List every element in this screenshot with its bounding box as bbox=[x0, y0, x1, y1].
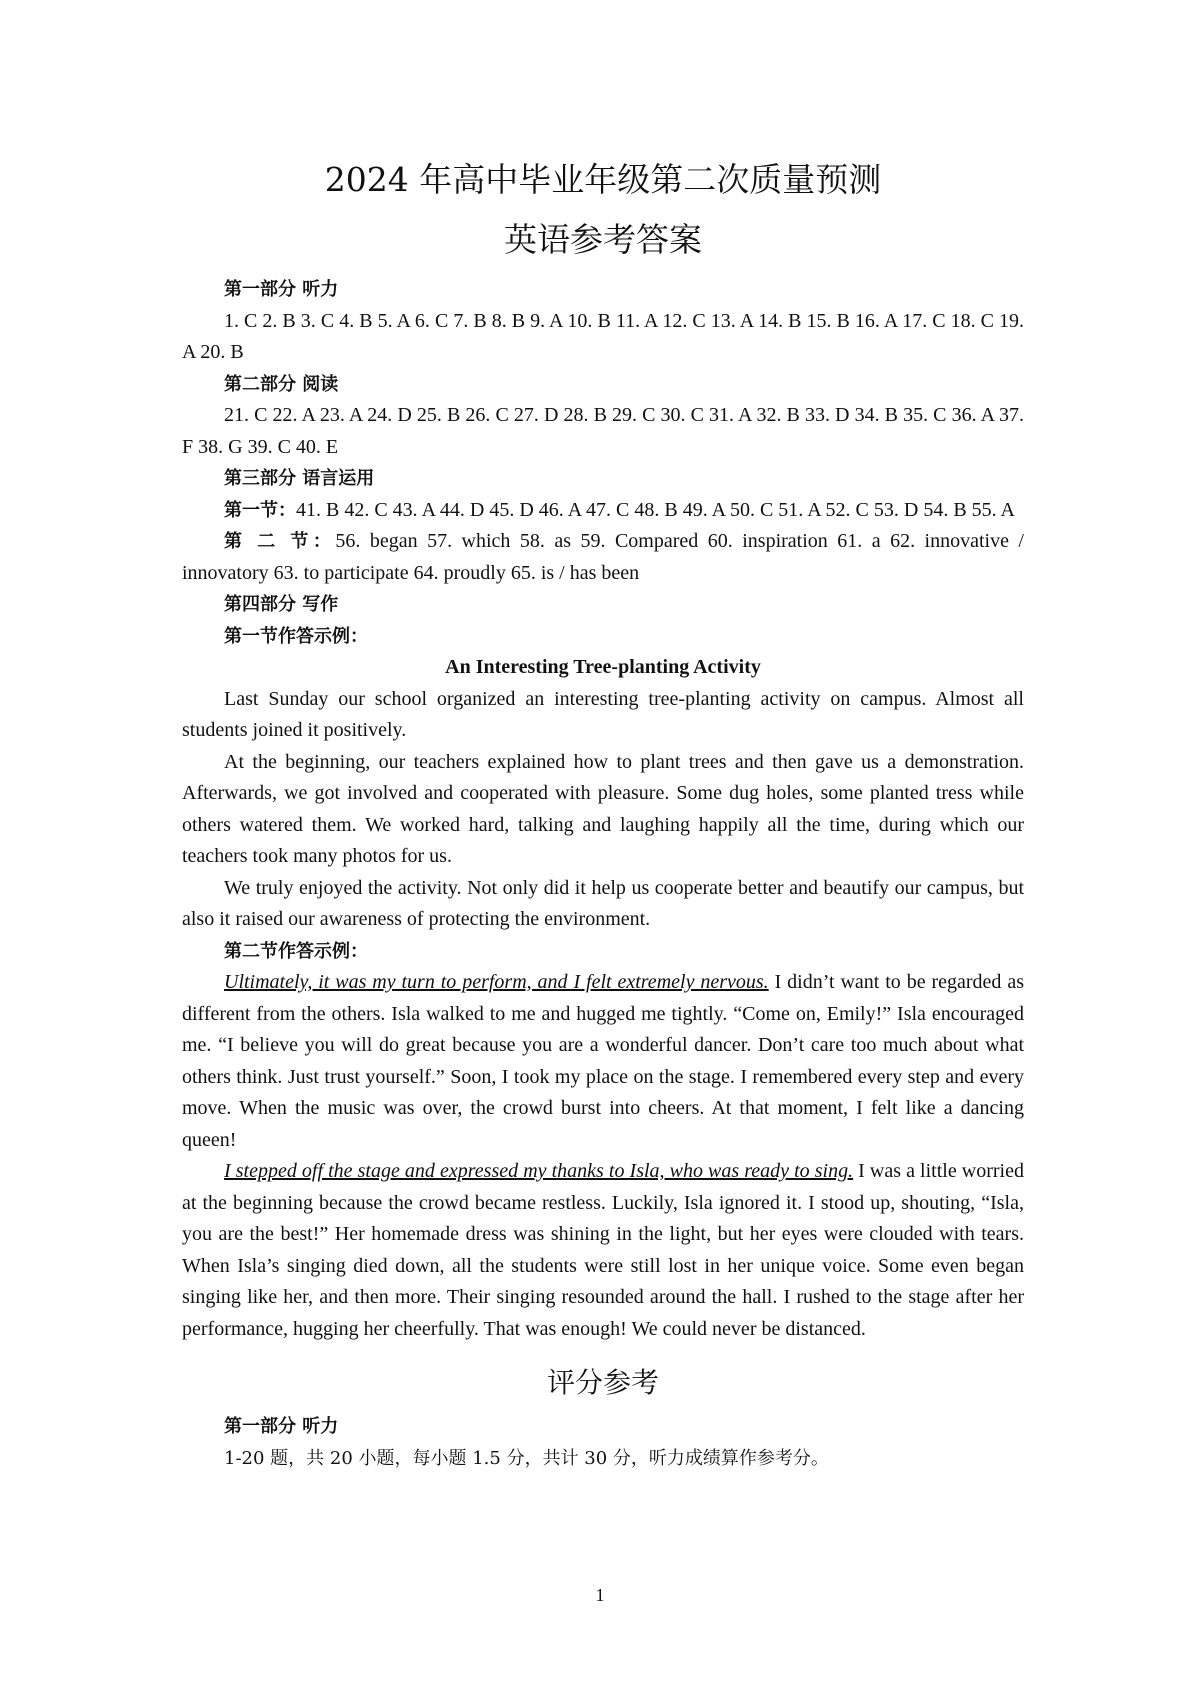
essay1-paragraph: We truly enjoyed the activity. Not only did it help us cooperate better and beautify our campus, but also it raised our awareness of protecting the environment. bbox=[182, 876, 1024, 930]
essay2-p2-body: I was a little worried at the beginning because the crowd became restless. Luckily, Isla ignored it. I stood up, shouting, “Isla, you are the best!” Her homemade dress was shining in the light, but her eyes were clouded with tears. When Isla’s singing died down, all the students were still lost in her unique voice. Some even began singing like her, and then more. Their singing resounded around the hall. I rushed to the stage after her performance, hugging her cheerfully. That was enough! We could never be distanced. bbox=[182, 1160, 1024, 1340]
scoring-title: 评分参考 bbox=[546, 1366, 659, 1399]
scoring-part1-heading: 第一部分 听力 bbox=[224, 1416, 339, 1437]
essay2-p1-body: I didn’t want to be regarded as different from the others. Isla walked to me and hugged me tightly. “Come on, Emily!” Isla encouraged me. “I believe you will do great because you are a wonderful dancer. Don’t care too much about what others think. Just trust yourself.” Soon, I took my place on the stage. I remembered every step and every move. When the music was over, the crowd burst into cheers. At that moment, I felt like a dancing queen! bbox=[182, 971, 1024, 1151]
essay2-paragraph-1 bbox=[182, 967, 1024, 1156]
part4-section1-heading: 第一节作答示例： bbox=[224, 625, 368, 647]
document-body bbox=[182, 158, 1024, 1474]
part3-section1-answers: 41. B 42. C 43. A 44. D 45. D 46. A 47. C 48. B 49. A 50. C 51. A 52. C 53. D 54. B 55. A bbox=[296, 498, 1015, 521]
essay1-title: An Interesting Tree-planting Activity bbox=[445, 656, 761, 678]
part3-section1 bbox=[182, 495, 1024, 527]
part4-heading: 第四部分 写作 bbox=[224, 594, 339, 615]
part2-answers: 21. C 22. A 23. A 24. D 25. B 26. C 27. D 28. B 29. C 30. C 31. A 32. B 33. D 34. B 35. C 36. A 37. F 38. G 39. C 40. E bbox=[182, 404, 1024, 458]
part4-section2-heading: 第二节作答示例： bbox=[224, 940, 368, 962]
part3-heading: 第三部分 语言运用 bbox=[224, 468, 375, 489]
part2-heading: 第二部分 阅读 bbox=[224, 373, 339, 395]
part3-section2-label: 第 二 节： bbox=[224, 531, 336, 552]
part3-section2-answers: 56. began 57. which 58. as 59. Compared 60. inspiration 61. a 62. innovative / innovatory 63. to participate 64. proudly 65. is / has been bbox=[182, 530, 1024, 584]
scoring-part1-text: 1-20 题，共 20 小题，每小题 1.5 分，共计 30 分，听力成绩算作参考分。 bbox=[224, 1447, 829, 1469]
essay2-p1-given-sentence: Ultimately, it was my turn to perform, and I felt extremely nervous. bbox=[224, 971, 769, 993]
part1-heading: 第一部分 听力 bbox=[224, 279, 339, 300]
document-title: 2024 年高中毕业年级第二次质量预测 bbox=[324, 160, 882, 199]
essay1-paragraph: At the beginning, our teachers explained how to plant trees and then gave us a demonstration. Afterwards, we got involved and cooperated with pleasure. Some dug holes, some planted tress while others watered them. We worked hard, talking and laughing happily all the time, during which our teachers took many photos for us. bbox=[182, 750, 1024, 867]
part3-section2 bbox=[182, 526, 1024, 589]
part3-section1-label: 第一节： bbox=[224, 499, 296, 521]
essay2-p2-given-sentence: I stepped off the stage and expressed my thanks to Isla, who was ready to sing. bbox=[224, 1160, 854, 1182]
page-number: 1 bbox=[595, 1585, 605, 1605]
document-subtitle: 英语参考答案 bbox=[504, 220, 702, 259]
essay1-paragraph: Last Sunday our school organized an interesting tree-planting activity on campus. Almost all students joined it positively. bbox=[182, 687, 1024, 741]
part1-answers: 1. C 2. B 3. C 4. B 5. A 6. C 7. B 8. B 9. A 10. B 11. A 12. C 13. A 14. B 15. B 16. A 17. C 18. C 19. A 20. B bbox=[182, 309, 1024, 363]
essay2-paragraph-2 bbox=[182, 1156, 1024, 1345]
